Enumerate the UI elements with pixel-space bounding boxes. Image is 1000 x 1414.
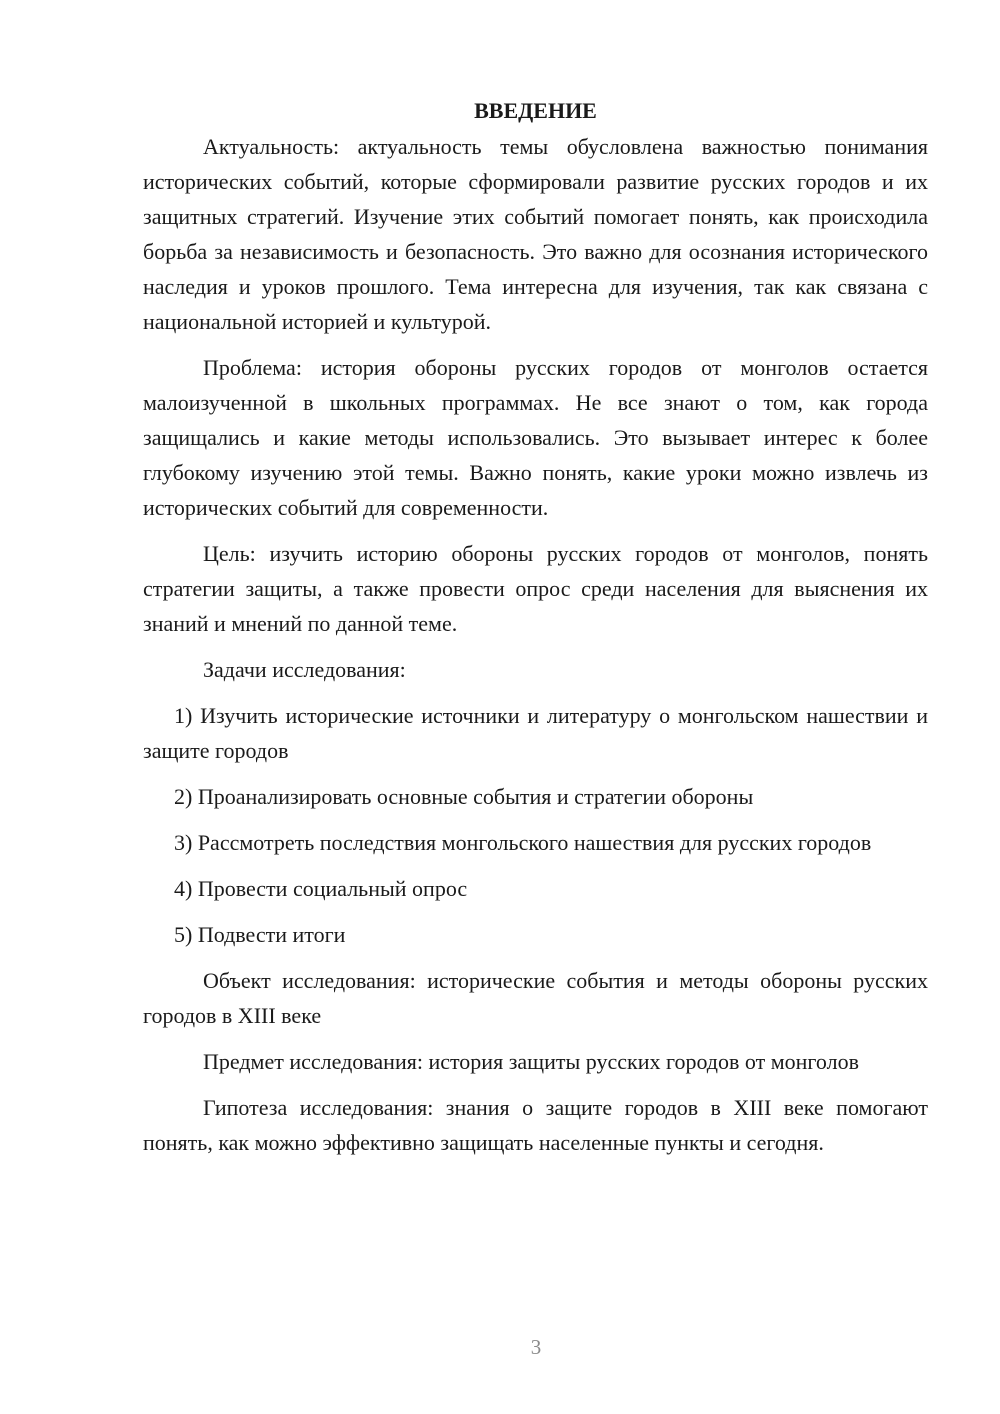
page-content: [143, 93, 928, 1171]
paragraph-object: Объект исследования: исторические события и методы обороны русских городов в XIII веке: [143, 968, 928, 1028]
tasks-heading: Задачи исследования:: [203, 657, 406, 682]
paragraph-goal: Цель: изучить историю обороны русских городов от монголов, понять стратегии защиты, а также провести опрос среди населения для выяснения их знаний и мнений по данной теме.: [143, 541, 928, 636]
page-number: 3: [530, 1335, 542, 1359]
paragraph-hypothesis: Гипотеза исследования: знания о защите городов в XIII веке помогают понять, как можно эффективно защищать населенные пункты и сегодня.: [143, 1095, 928, 1155]
paragraph-subject: Предмет исследования: история защиты русских городов от монголов: [203, 1049, 859, 1074]
paragraph-problem: Проблема: история обороны русских городов от монголов остается малоизученной в школьных программах. Не все знают о том, как города защищались и какие методы использовались. Это вызывает интерес к более глубокому изучению этой темы. Важно понять, какие уроки можно извлечь из исторических событий для современности.: [143, 355, 928, 520]
task-item: 2) Проанализировать основные события и стратегии обороны: [174, 784, 754, 809]
paragraph-relevance: Актуальность: актуальность темы обусловлена важностью понимания исторических событий, которые сформировали развитие русских городов и их защитных стратегий. Изучение этих событий помогает понять, как происходила борьба за независимость и безопасность. Это важно для осознания исторического наследия и уроков прошлого. Тема интересна для изучения, так как связана с национальной историей и культурой.: [143, 134, 928, 334]
task-item: 1) Изучить исторические источники и литературу о монгольском нашествии и защите городов: [143, 703, 928, 763]
section-title: ВВЕДЕНИЕ: [474, 98, 597, 123]
task-item: 3) Рассмотреть последствия монгольского нашествия для русских городов: [174, 830, 872, 855]
task-item: 4) Провести социальный опрос: [174, 876, 468, 901]
task-item: 5) Подвести итоги: [174, 922, 346, 947]
